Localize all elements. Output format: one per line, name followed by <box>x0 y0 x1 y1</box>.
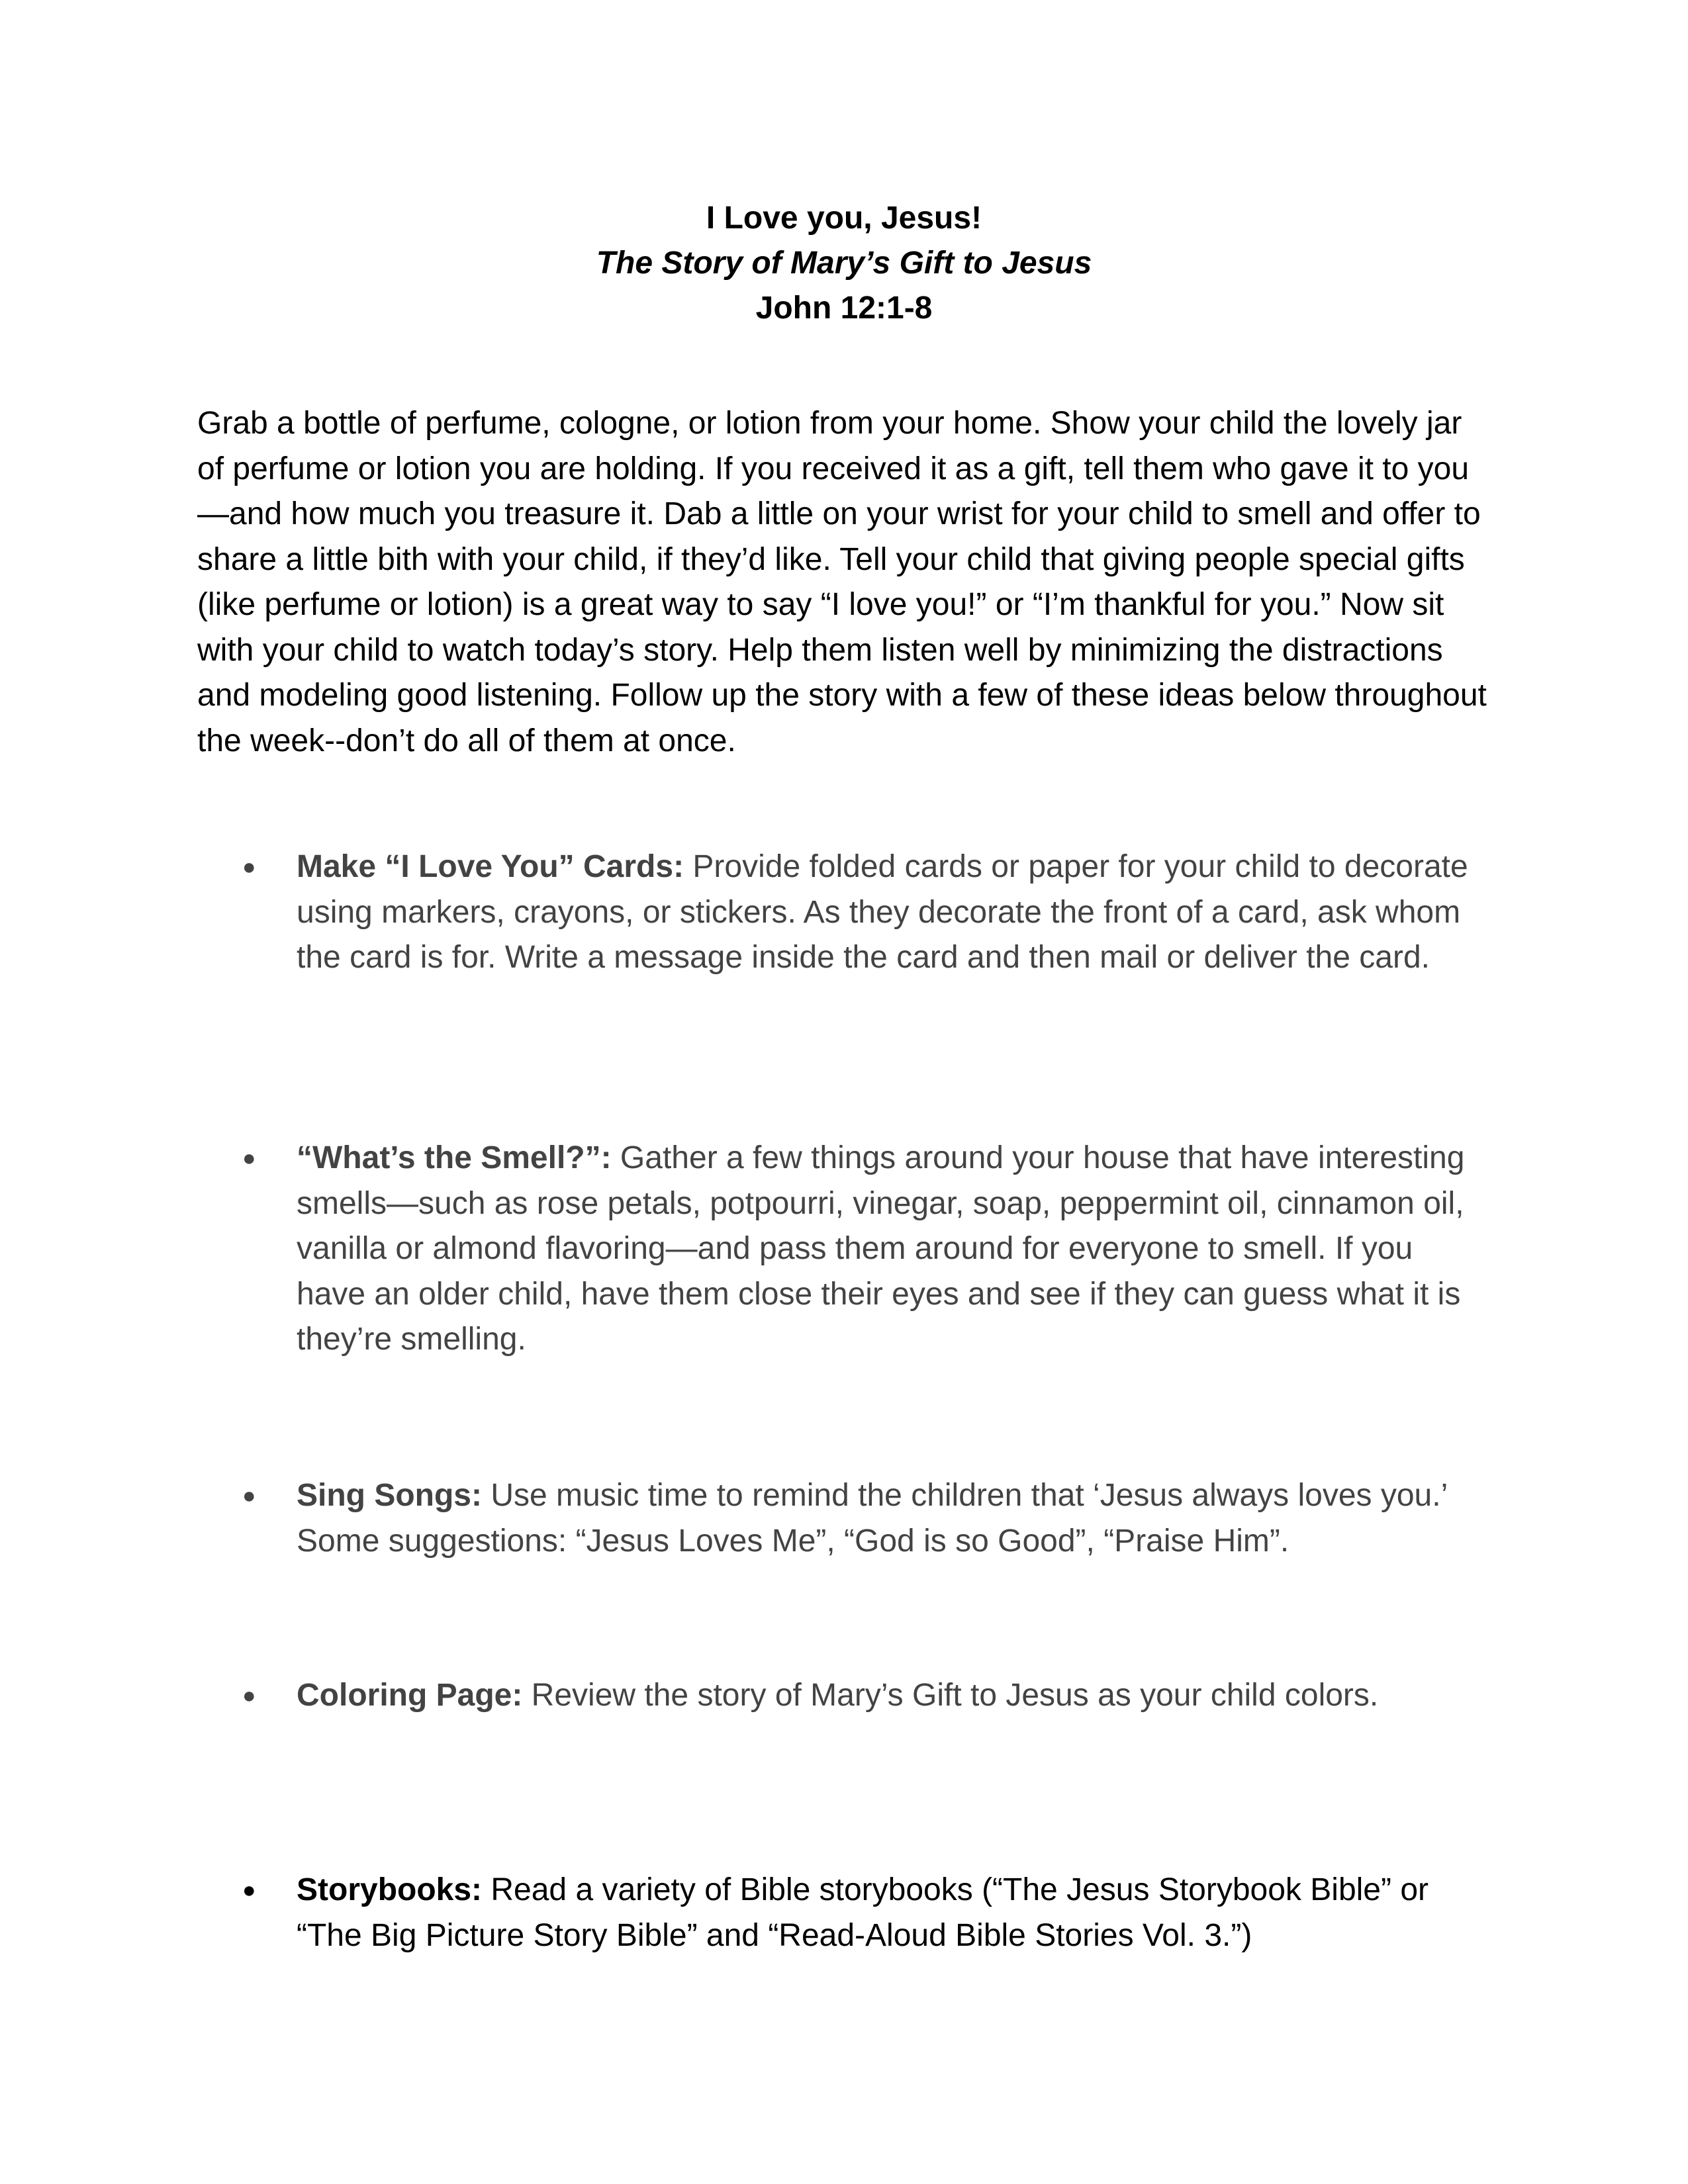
activity-lead: Storybooks: <box>297 1872 483 1907</box>
activity-lead: “What’s the Smell?”: <box>297 1140 612 1175</box>
activity-smell <box>242 1136 1481 1363</box>
page-subtitle: The Story of Mary’s Gift to Jesus <box>596 246 1092 281</box>
bullet-icon: ● <box>242 1878 256 1903</box>
activity-text: Provide folded cards or paper for your child to decorate using markers, crayons, or stickers. As they decorate the front of a card, ask whom the card is for. Write a message inside the card and then mail or deliver the card. <box>297 849 1468 975</box>
activity-cards <box>242 844 1481 981</box>
scripture-reference: John 12:1-8 <box>755 291 933 326</box>
activity-coloring <box>242 1673 1481 1719</box>
activity-lead: Sing Songs: <box>297 1478 482 1513</box>
bullet-icon: ● <box>242 1683 256 1708</box>
bullet-icon: ● <box>242 1483 256 1508</box>
intro-paragraph: Grab a bottle of perfume, cologne, or lotion from your home. Show your child the lovely jar of perfume or lotion you are holding. If you received it as a gift, tell them who gave it to you—and how much you treasure it. Dab a little on your wrist for your child to smell and offer to share a little bith with your child, if they’d like. Tell your child that giving people special gifts (like perfume or lotion) is a great way to say “I love you!” or “I’m thankful for you.” Now sit with your child to watch today’s story. Help them listen well by minimizing the distractions and modeling good listening. Follow up the story with a few of these ideas below throughout the week--don’t do all of them at once. <box>197 406 1487 758</box>
activity-songs <box>242 1473 1481 1564</box>
activity-lead: Coloring Page: <box>297 1678 523 1713</box>
bullet-icon: ● <box>242 1146 256 1171</box>
activity-storybooks <box>242 1868 1481 1958</box>
activity-lead: Make “I Love You” Cards: <box>297 849 684 884</box>
title-block <box>0 196 1688 331</box>
bullet-icon: ● <box>242 854 256 880</box>
activity-text: Read a variety of Bible storybooks (“The Jesus Storybook Bible” or “The Big Picture Story Bible” and “Read-Aloud Bible Stories Vol. 3.”) <box>297 1872 1429 1953</box>
page-title: I Love you, Jesus! <box>706 201 982 236</box>
activity-text: Gather a few things around your house that have interesting smells—such as rose petals, potpourri, vinegar, soap, peppermint oil, cinnamon oil, vanilla or almond flavoring—and pass them around for everyone to smell. If you have an older child, have them close their eyes and see if they can guess what it is they’re smelling. <box>297 1140 1465 1357</box>
activity-text: Review the story of Mary’s Gift to Jesus as your child colors. <box>522 1678 1379 1713</box>
activity-text: Use music time to remind the children that ‘Jesus always loves you.’ Some suggestions: “Jesus Loves Me”, “God is so Good”, “Praise Him”. <box>297 1478 1447 1559</box>
